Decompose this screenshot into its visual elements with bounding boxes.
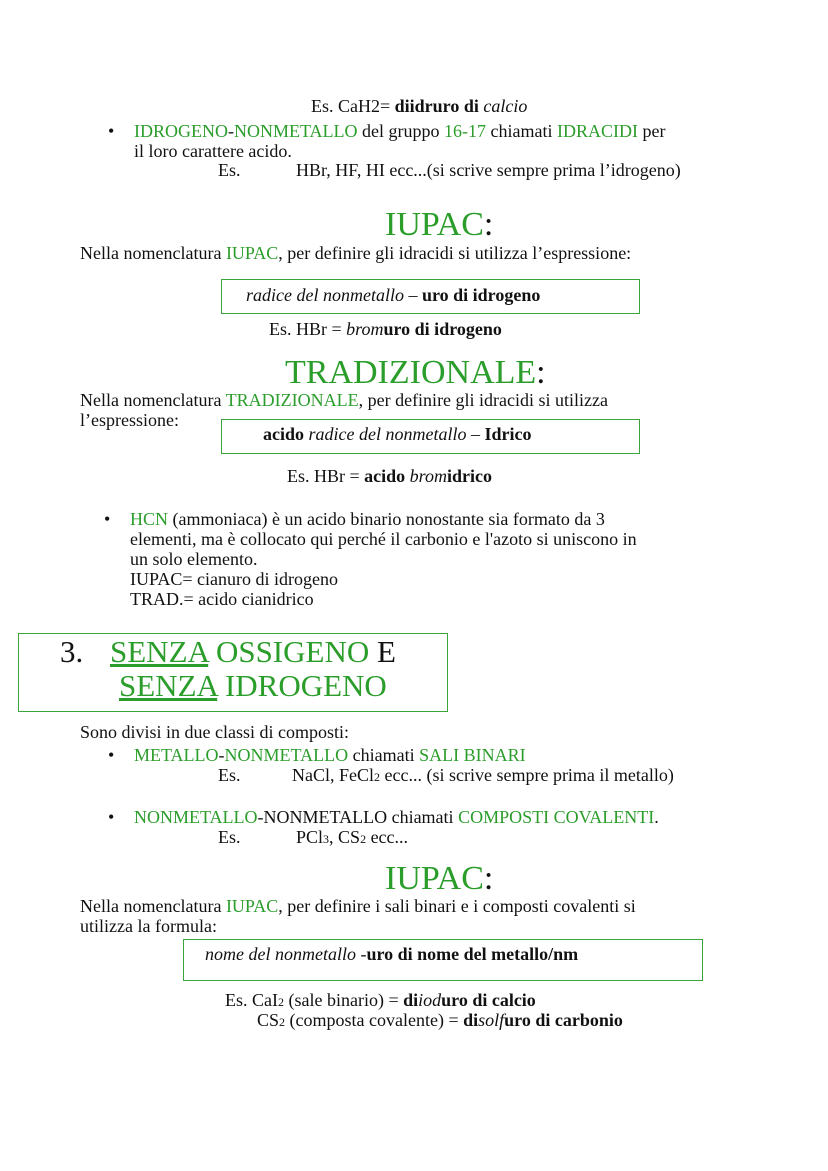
term-idracidi: IDRACIDI bbox=[557, 121, 639, 141]
text-italic: brom bbox=[405, 466, 448, 486]
es-examples: HBr, HF, HI ecc...(si scrive sempre prima l’idrogeno) bbox=[296, 160, 681, 180]
term-tradizionale: TRADIZIONALE bbox=[225, 390, 359, 410]
section-number: 3. bbox=[60, 634, 84, 669]
example-italic: calcio bbox=[478, 96, 528, 116]
formula-italic: nome del nonmetallo bbox=[205, 944, 356, 964]
heading-iupac-2 bbox=[385, 861, 493, 897]
example-bold: diidruro di bbox=[394, 96, 479, 116]
text-italic: iod bbox=[418, 990, 442, 1010]
text-line: il loro carattere acido. bbox=[134, 141, 292, 161]
text: per bbox=[638, 121, 666, 141]
heading-text: IUPAC bbox=[385, 860, 484, 897]
heading-iupac bbox=[385, 207, 493, 243]
bullet-hcn bbox=[130, 509, 637, 609]
heading-colon: : bbox=[483, 860, 494, 897]
formula-bold: acido bbox=[263, 424, 305, 444]
example-cs2 bbox=[257, 1010, 623, 1032]
bullet-composti-covalenti bbox=[134, 807, 659, 827]
formula-bold: Idrico bbox=[484, 424, 532, 444]
example-hbr-iupac bbox=[269, 319, 502, 339]
text: (ammoniaca) è un acido binario nonostante sia formato da 3 bbox=[168, 509, 605, 529]
es-label: Es. bbox=[218, 765, 241, 785]
text: chiamati bbox=[348, 745, 420, 765]
bullet-idracidi bbox=[134, 121, 666, 161]
es-examples bbox=[292, 765, 674, 787]
heading-text: TRADIZIONALE bbox=[285, 354, 537, 391]
term-idrogeno: IDROGENO bbox=[134, 121, 228, 141]
text: PCl bbox=[296, 827, 324, 847]
text: Es. CaI bbox=[225, 990, 278, 1010]
text: Nella nomenclatura bbox=[80, 896, 226, 916]
text-line: l’espressione: bbox=[80, 410, 179, 430]
term-nonmetallo: NONMETALLO bbox=[234, 121, 358, 141]
term-metallo: METALLO bbox=[134, 745, 219, 765]
text-line: un solo elemento. bbox=[130, 549, 258, 569]
section-title-line2 bbox=[119, 669, 387, 703]
formula-iupac-sali bbox=[205, 944, 578, 964]
title-word: SENZA bbox=[110, 634, 209, 669]
subscript: 2 bbox=[279, 1015, 286, 1029]
formula-dash: - bbox=[355, 944, 367, 964]
text: NaCl, FeCl bbox=[292, 765, 375, 785]
formula-trad-idracidi bbox=[263, 424, 531, 444]
text: Nella nomenclatura bbox=[80, 243, 226, 263]
text: - bbox=[228, 121, 234, 141]
classes-intro: Sono divisi in due classi di composti: bbox=[80, 722, 349, 742]
term-iupac: IUPAC bbox=[225, 243, 279, 263]
formula-iupac-idracidi bbox=[246, 285, 540, 305]
paragraph-iupac-idracidi bbox=[80, 243, 631, 263]
heading-text: IUPAC bbox=[385, 206, 484, 243]
formula-italic: radice del nonmetallo bbox=[304, 424, 467, 444]
text: (sale binario) = bbox=[284, 990, 404, 1010]
term-nonmetallo: NONMETALLO bbox=[224, 745, 349, 765]
text-bold: di bbox=[463, 1010, 479, 1030]
text: ecc... bbox=[366, 827, 409, 847]
formula-bold: uro di idrogeno bbox=[421, 285, 541, 305]
text-italic: brom bbox=[346, 319, 384, 339]
title-word: OSSIGENO bbox=[208, 634, 370, 669]
text: , per definire gli idracidi si utilizza bbox=[358, 390, 609, 410]
text-bold: uro di idrogeno bbox=[383, 319, 502, 339]
subscript: 2 bbox=[360, 832, 367, 846]
text-italic: solf bbox=[478, 1010, 505, 1030]
subscript: 2 bbox=[278, 995, 284, 1009]
formula-bold: uro di nome del metallo/nm bbox=[366, 944, 579, 964]
heading-colon: : bbox=[536, 354, 546, 391]
text: , per definire i sali binari e i composti covalenti si bbox=[278, 896, 636, 916]
text: , per definire gli idracidi si utilizza l’espressione: bbox=[278, 243, 632, 263]
text: (composta covalente) = bbox=[285, 1010, 464, 1030]
term-iupac: IUPAC bbox=[225, 896, 279, 916]
es-label: Es. bbox=[218, 827, 241, 847]
section-title-line1 bbox=[110, 635, 396, 669]
text: -NONMETALLO chiamati bbox=[257, 807, 459, 827]
example-cai2 bbox=[225, 990, 536, 1012]
text-bold: idrico bbox=[447, 466, 493, 486]
text: Es. HBr = bbox=[287, 466, 365, 486]
text: . bbox=[654, 807, 659, 827]
term-sali-binari: SALI BINARI bbox=[419, 745, 526, 765]
text: Es. HBr = bbox=[269, 319, 347, 339]
example-prefix: Es. CaH2= bbox=[311, 96, 395, 116]
term-nonmetallo: NONMETALLO bbox=[134, 807, 258, 827]
text: Nella nomenclatura bbox=[80, 390, 226, 410]
text: , CS bbox=[329, 827, 361, 847]
text-line: elementi, ma è collocato qui perché il carbonio e l'azoto si uniscono in bbox=[130, 529, 637, 549]
text-bold: uro di calcio bbox=[441, 990, 536, 1010]
text-bold: di bbox=[403, 990, 419, 1010]
text-bold: uro di carbonio bbox=[504, 1010, 623, 1030]
paragraph-iupac-sali bbox=[80, 896, 636, 936]
bullet-sali-binari bbox=[134, 745, 526, 765]
es-examples bbox=[296, 827, 408, 849]
term-gruppo: 16-17 bbox=[444, 121, 487, 141]
formula-dash: – bbox=[466, 424, 485, 444]
text: del gruppo bbox=[357, 121, 445, 141]
example-cah2 bbox=[311, 96, 527, 116]
term-hcn: HCN bbox=[130, 509, 169, 529]
es-label: Es. bbox=[218, 160, 241, 180]
title-word: SENZA bbox=[119, 668, 218, 703]
example-hbr-trad bbox=[287, 466, 492, 486]
text-line: utilizza la formula: bbox=[80, 916, 217, 936]
term-composti-covalenti: COMPOSTI COVALENTI bbox=[458, 807, 655, 827]
text-bold: acido bbox=[364, 466, 406, 486]
text-line: TRAD.= acido cianidrico bbox=[130, 589, 314, 609]
title-word: IDROGENO bbox=[217, 668, 387, 703]
heading-colon: : bbox=[483, 206, 494, 243]
formula-italic: radice del nonmetallo bbox=[246, 285, 404, 305]
text: - bbox=[218, 745, 225, 765]
heading-tradizionale bbox=[285, 355, 546, 391]
text: CS bbox=[257, 1010, 280, 1030]
title-word: E bbox=[369, 634, 396, 669]
text: chiamati bbox=[486, 121, 558, 141]
formula-dash: – bbox=[403, 285, 422, 305]
subscript: 2 bbox=[374, 770, 381, 784]
text-line: IUPAC= cianuro di idrogeno bbox=[130, 569, 338, 589]
text: ecc... (si scrive sempre prima il metallo) bbox=[380, 765, 674, 785]
subscript: 3 bbox=[323, 832, 330, 846]
